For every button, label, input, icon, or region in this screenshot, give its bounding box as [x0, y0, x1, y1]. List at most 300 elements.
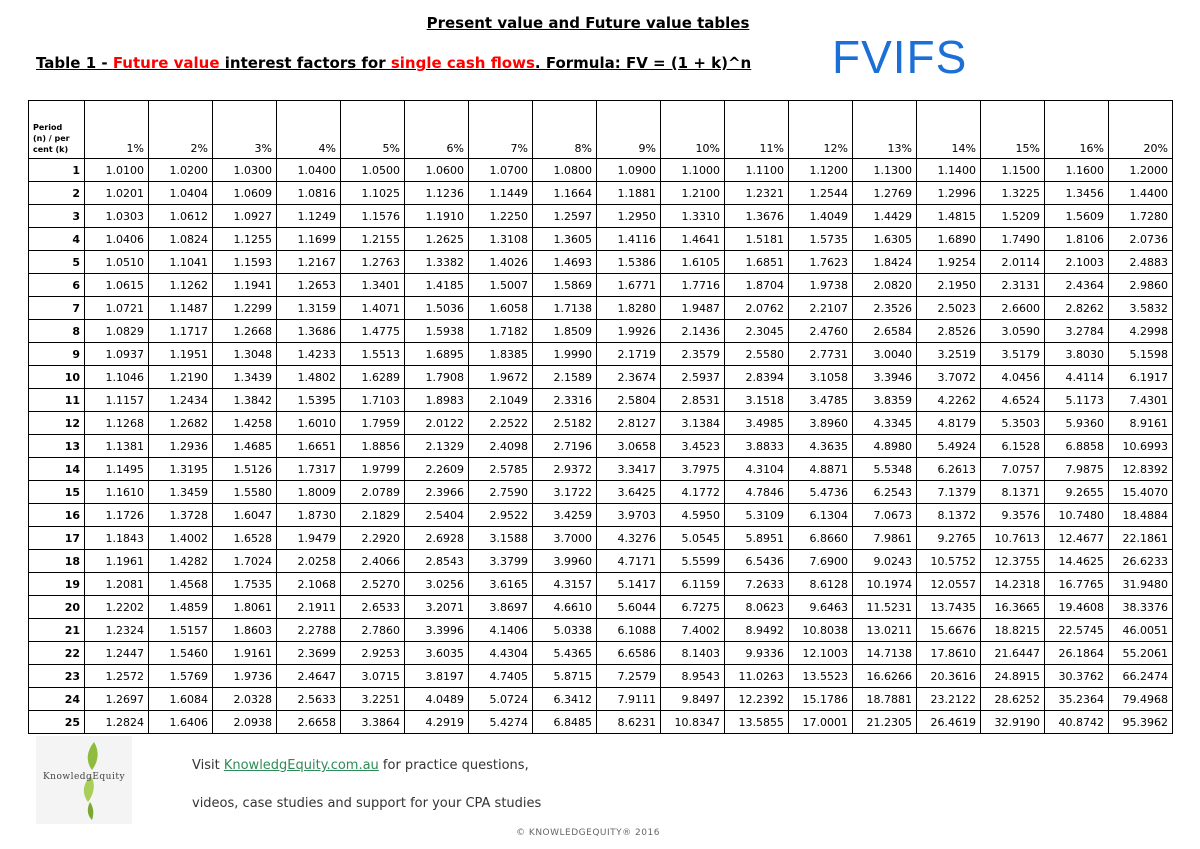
- factor-cell: 2.3699: [277, 642, 341, 665]
- factor-cell: 1.4258: [213, 412, 277, 435]
- period-cell: 8: [29, 320, 85, 343]
- factor-cell: 17.0001: [789, 711, 853, 734]
- factor-cell: 1.3195: [149, 458, 213, 481]
- factor-cell: 1.2682: [149, 412, 213, 435]
- factor-cell: 2.0122: [405, 412, 469, 435]
- factor-cell: 3.3864: [341, 711, 405, 734]
- period-cell: 2: [29, 182, 85, 205]
- factor-cell: 13.5523: [789, 665, 853, 688]
- factor-cell: 1.1726: [85, 504, 149, 527]
- factor-cell: 2.0114: [981, 251, 1045, 274]
- factor-cell: 1.0900: [597, 159, 661, 182]
- factor-cell: 4.2998: [1109, 320, 1173, 343]
- period-column-header: [29, 101, 85, 159]
- factor-cell: 8.6128: [789, 573, 853, 596]
- factor-cell: 2.9860: [1109, 274, 1173, 297]
- factor-cell: 2.0328: [213, 688, 277, 711]
- factor-cell: 3.8697: [469, 596, 533, 619]
- factor-cell: 2.7196: [533, 435, 597, 458]
- factor-cell: 1.7138: [533, 297, 597, 320]
- factor-cell: 1.1041: [149, 251, 213, 274]
- rate-column-header: 8%: [533, 101, 597, 159]
- period-cell: 20: [29, 596, 85, 619]
- factor-cell: 1.6058: [469, 297, 533, 320]
- factor-cell: 1.6010: [277, 412, 341, 435]
- factor-cell: 3.4785: [789, 389, 853, 412]
- table-row: [29, 297, 1173, 320]
- factor-cell: 55.2061: [1109, 642, 1173, 665]
- factor-cell: 2.5023: [917, 297, 981, 320]
- rate-column-header: 3%: [213, 101, 277, 159]
- factor-cell: 15.6676: [917, 619, 981, 642]
- factor-cell: 1.8061: [213, 596, 277, 619]
- factor-cell: 2.9253: [341, 642, 405, 665]
- factor-cell: 1.5209: [981, 205, 1045, 228]
- factor-cell: 1.8704: [725, 274, 789, 297]
- factor-cell: 1.7280: [1109, 205, 1173, 228]
- factor-cell: 1.9672: [469, 366, 533, 389]
- factor-cell: 10.8347: [661, 711, 725, 734]
- factor-cell: 1.3159: [277, 297, 341, 320]
- factor-cell: 2.3966: [405, 481, 469, 504]
- factor-cell: 6.3412: [533, 688, 597, 711]
- factor-cell: 1.1699: [277, 228, 341, 251]
- factor-cell: 2.5633: [277, 688, 341, 711]
- factor-cell: 1.6851: [725, 251, 789, 274]
- table-row: [29, 343, 1173, 366]
- factor-cell: 1.0500: [341, 159, 405, 182]
- factor-cell: 3.3417: [597, 458, 661, 481]
- factor-cell: 6.6586: [597, 642, 661, 665]
- factor-cell: 79.4968: [1109, 688, 1173, 711]
- factor-cell: 1.5580: [213, 481, 277, 504]
- factor-cell: 26.4619: [917, 711, 981, 734]
- factor-cell: 1.4802: [277, 366, 341, 389]
- factor-cell: 3.6035: [405, 642, 469, 665]
- factor-cell: 6.8858: [1045, 435, 1109, 458]
- factor-cell: 3.8833: [725, 435, 789, 458]
- factor-cell: 2.0938: [213, 711, 277, 734]
- factor-cell: 5.8715: [533, 665, 597, 688]
- factor-cell: 6.1304: [789, 504, 853, 527]
- factor-cell: 1.5609: [1045, 205, 1109, 228]
- factor-cell: 3.1384: [661, 412, 725, 435]
- factor-cell: 4.8871: [789, 458, 853, 481]
- table-row: [29, 642, 1173, 665]
- factor-cell: 13.7435: [917, 596, 981, 619]
- factor-cell: 3.0590: [981, 320, 1045, 343]
- factor-cell: 3.0715: [341, 665, 405, 688]
- factor-cell: 7.6900: [789, 550, 853, 573]
- factor-cell: 1.8983: [405, 389, 469, 412]
- factor-cell: 1.0510: [85, 251, 149, 274]
- factor-cell: 4.7846: [725, 481, 789, 504]
- period-cell: 10: [29, 366, 85, 389]
- rate-column-header: 5%: [341, 101, 405, 159]
- factor-cell: 1.1717: [149, 320, 213, 343]
- rate-column-header: 4%: [277, 101, 341, 159]
- factor-cell: 2.8127: [597, 412, 661, 435]
- factor-cell: 4.3276: [597, 527, 661, 550]
- factor-cell: 1.1487: [149, 297, 213, 320]
- factor-cell: 1.6289: [341, 366, 405, 389]
- table-body: [29, 159, 1173, 734]
- factor-cell: 4.2919: [405, 711, 469, 734]
- table-row: [29, 596, 1173, 619]
- factor-cell: 2.1829: [341, 504, 405, 527]
- factor-cell: 66.2474: [1109, 665, 1173, 688]
- factor-cell: 3.1058: [789, 366, 853, 389]
- factor-cell: 1.0721: [85, 297, 149, 320]
- factor-cell: 21.2305: [853, 711, 917, 734]
- factor-cell: 1.8730: [277, 504, 341, 527]
- factor-cell: 1.4002: [149, 527, 213, 550]
- factor-cell: 4.7171: [597, 550, 661, 573]
- factor-cell: 7.9875: [1045, 458, 1109, 481]
- factor-cell: 1.6305: [853, 228, 917, 251]
- factor-cell: 3.4259: [533, 504, 597, 527]
- factor-cell: 1.2299: [213, 297, 277, 320]
- factor-cell: 1.2447: [85, 642, 149, 665]
- factor-cell: 5.0724: [469, 688, 533, 711]
- factor-cell: 4.8179: [917, 412, 981, 435]
- table-row: [29, 458, 1173, 481]
- table-row: [29, 159, 1173, 182]
- factor-cell: 1.8385: [469, 343, 533, 366]
- factor-cell: 1.1910: [405, 205, 469, 228]
- factor-cell: 1.4641: [661, 228, 725, 251]
- factor-cell: 22.5745: [1045, 619, 1109, 642]
- factor-cell: 8.1371: [981, 481, 1045, 504]
- factor-cell: 1.2544: [789, 182, 853, 205]
- factor-cell: 1.5181: [725, 228, 789, 251]
- factor-cell: 2.8543: [405, 550, 469, 573]
- factor-cell: 1.1610: [85, 481, 149, 504]
- factor-cell: 1.6406: [149, 711, 213, 734]
- factor-cell: 2.8531: [661, 389, 725, 412]
- factor-cell: 1.7490: [981, 228, 1045, 251]
- factor-cell: 10.7613: [981, 527, 1045, 550]
- period-cell: 1: [29, 159, 85, 182]
- factor-cell: 7.2633: [725, 573, 789, 596]
- factor-cell: 3.6425: [597, 481, 661, 504]
- factor-cell: 9.3576: [981, 504, 1045, 527]
- factor-cell: 11.0263: [725, 665, 789, 688]
- factor-cell: 1.3605: [533, 228, 597, 251]
- factor-cell: 1.2250: [469, 205, 533, 228]
- factor-cell: 1.2625: [405, 228, 469, 251]
- factor-cell: 1.4282: [149, 550, 213, 573]
- factor-cell: 9.9336: [725, 642, 789, 665]
- factor-cell: 1.4116: [597, 228, 661, 251]
- factor-cell: 18.7881: [853, 688, 917, 711]
- factor-cell: 7.1379: [917, 481, 981, 504]
- factor-cell: 1.5869: [533, 274, 597, 297]
- factor-cell: 1.5386: [597, 251, 661, 274]
- factor-cell: 7.2579: [597, 665, 661, 688]
- rate-column-header: 13%: [853, 101, 917, 159]
- factor-cell: 1.5395: [277, 389, 341, 412]
- factor-cell: 1.5938: [405, 320, 469, 343]
- factor-cell: 1.1961: [85, 550, 149, 573]
- factor-cell: 1.1664: [533, 182, 597, 205]
- table-row: [29, 504, 1173, 527]
- factor-cell: 6.1159: [661, 573, 725, 596]
- period-cell: 12: [29, 412, 85, 435]
- factor-cell: 2.5804: [597, 389, 661, 412]
- factor-cell: 2.1911: [277, 596, 341, 619]
- factor-cell: 1.4429: [853, 205, 917, 228]
- factor-cell: 2.2788: [277, 619, 341, 642]
- factor-cell: 4.2262: [917, 389, 981, 412]
- factor-cell: 1.6084: [149, 688, 213, 711]
- factor-cell: 1.2936: [149, 435, 213, 458]
- factor-cell: 1.4071: [341, 297, 405, 320]
- period-cell: 21: [29, 619, 85, 642]
- factor-cell: 4.3104: [725, 458, 789, 481]
- factor-cell: 15.1786: [789, 688, 853, 711]
- factor-cell: 1.6895: [405, 343, 469, 366]
- factor-cell: 5.0338: [533, 619, 597, 642]
- factor-cell: 4.8980: [853, 435, 917, 458]
- factor-cell: 6.8485: [533, 711, 597, 734]
- factor-cell: 1.3439: [213, 366, 277, 389]
- factor-cell: 1.1843: [85, 527, 149, 550]
- factor-cell: 1.0824: [149, 228, 213, 251]
- factor-cell: 2.8526: [917, 320, 981, 343]
- factor-cell: 3.1518: [725, 389, 789, 412]
- table-row: [29, 573, 1173, 596]
- factor-cell: 3.8197: [405, 665, 469, 688]
- factor-cell: 1.4568: [149, 573, 213, 596]
- period-cell: 14: [29, 458, 85, 481]
- factor-cell: 1.2167: [277, 251, 341, 274]
- factor-cell: 2.6600: [981, 297, 1045, 320]
- factor-cell: 1.6528: [213, 527, 277, 550]
- factor-cell: 2.9372: [533, 458, 597, 481]
- factor-cell: 1.7317: [277, 458, 341, 481]
- factor-cell: 1.2434: [149, 389, 213, 412]
- factor-cell: 3.3946: [853, 366, 917, 389]
- factor-cell: 7.9111: [597, 688, 661, 711]
- factor-cell: 2.0736: [1109, 228, 1173, 251]
- knowledgequity-link[interactable]: KnowledgEquity.com.au: [223, 758, 379, 773]
- table-row: [29, 481, 1173, 504]
- factor-cell: 10.7480: [1045, 504, 1109, 527]
- factor-cell: 6.2613: [917, 458, 981, 481]
- factor-cell: 3.2071: [405, 596, 469, 619]
- factor-cell: 31.9480: [1109, 573, 1173, 596]
- table-row: [29, 412, 1173, 435]
- factor-cell: 16.7765: [1045, 573, 1109, 596]
- factor-cell: 1.5126: [213, 458, 277, 481]
- factor-cell: 5.4736: [789, 481, 853, 504]
- factor-cell: 2.0258: [277, 550, 341, 573]
- factor-cell: 11.5231: [853, 596, 917, 619]
- factor-cell: 3.6165: [469, 573, 533, 596]
- factor-cell: 2.2522: [469, 412, 533, 435]
- factor-cell: 23.2122: [917, 688, 981, 711]
- factor-cell: 5.5348: [853, 458, 917, 481]
- factor-cell: 5.3109: [725, 504, 789, 527]
- factor-cell: 1.7024: [213, 550, 277, 573]
- factor-cell: 1.0406: [85, 228, 149, 251]
- factor-cell: 1.3310: [661, 205, 725, 228]
- factor-cell: 18.8215: [981, 619, 1045, 642]
- factor-cell: 1.1381: [85, 435, 149, 458]
- factor-cell: 2.0789: [341, 481, 405, 504]
- factor-cell: 3.9703: [597, 504, 661, 527]
- factor-cell: 1.2155: [341, 228, 405, 251]
- factor-cell: 4.5950: [661, 504, 725, 527]
- factor-cell: 12.0557: [917, 573, 981, 596]
- period-cell: 25: [29, 711, 85, 734]
- factor-cell: 1.4859: [149, 596, 213, 619]
- factor-cell: 16.3665: [981, 596, 1045, 619]
- period-header-line: Period: [33, 123, 63, 132]
- rate-column-header: 1%: [85, 101, 149, 159]
- factor-cell: 3.4523: [661, 435, 725, 458]
- factor-cell: 2.1719: [597, 343, 661, 366]
- period-cell: 4: [29, 228, 85, 251]
- factor-cell: 5.6044: [597, 596, 661, 619]
- factor-cell: 5.9360: [1045, 412, 1109, 435]
- factor-cell: 1.9487: [661, 297, 725, 320]
- rate-column-header: 6%: [405, 101, 469, 159]
- factor-cell: 1.0700: [469, 159, 533, 182]
- factor-cell: 1.8856: [341, 435, 405, 458]
- table-row: [29, 435, 1173, 458]
- factor-cell: 1.5513: [341, 343, 405, 366]
- factor-cell: 2.1589: [533, 366, 597, 389]
- factor-cell: 8.1403: [661, 642, 725, 665]
- factor-cell: 46.0051: [1109, 619, 1173, 642]
- factor-cell: 1.1000: [661, 159, 725, 182]
- factor-cell: 1.3728: [149, 504, 213, 527]
- factor-cell: 1.7908: [405, 366, 469, 389]
- factor-cell: 1.2824: [85, 711, 149, 734]
- factor-cell: 5.5599: [661, 550, 725, 573]
- factor-cell: 2.1950: [917, 274, 981, 297]
- factor-cell: 1.9799: [341, 458, 405, 481]
- factor-cell: 14.4625: [1045, 550, 1109, 573]
- factor-cell: 4.6610: [533, 596, 597, 619]
- factor-cell: 1.1600: [1045, 159, 1109, 182]
- factor-cell: 1.1951: [149, 343, 213, 366]
- rate-column-header: 2%: [149, 101, 213, 159]
- factor-cell: 1.2668: [213, 320, 277, 343]
- factor-cell: 3.9960: [533, 550, 597, 573]
- factor-cell: 1.2202: [85, 596, 149, 619]
- factor-cell: 3.8030: [1045, 343, 1109, 366]
- factor-cell: 7.4301: [1109, 389, 1173, 412]
- period-cell: 18: [29, 550, 85, 573]
- factor-cell: 9.0243: [853, 550, 917, 573]
- factor-cell: 12.1003: [789, 642, 853, 665]
- table-row: [29, 619, 1173, 642]
- factor-cell: 2.4098: [469, 435, 533, 458]
- factor-cell: 1.3676: [725, 205, 789, 228]
- factor-cell: 8.9543: [661, 665, 725, 688]
- factor-cell: 1.1236: [405, 182, 469, 205]
- table-row: [29, 550, 1173, 573]
- factor-cell: 1.6890: [917, 228, 981, 251]
- factor-cell: 5.1173: [1045, 389, 1109, 412]
- factor-cell: 8.0623: [725, 596, 789, 619]
- factor-cell: 2.5270: [341, 573, 405, 596]
- factor-cell: 13.5855: [725, 711, 789, 734]
- factor-cell: 1.7103: [341, 389, 405, 412]
- factor-cell: 2.4364: [1045, 274, 1109, 297]
- factor-cell: 3.7000: [533, 527, 597, 550]
- factor-cell: 3.8960: [789, 412, 853, 435]
- factor-cell: 1.6651: [277, 435, 341, 458]
- factor-cell: 1.2081: [85, 573, 149, 596]
- factor-cell: 2.4760: [789, 320, 853, 343]
- rate-column-header: 12%: [789, 101, 853, 159]
- factor-cell: 1.2697: [85, 688, 149, 711]
- rate-column-header: 15%: [981, 101, 1045, 159]
- table-row: [29, 251, 1173, 274]
- factor-cell: 19.4608: [1045, 596, 1109, 619]
- factor-cell: 3.5179: [981, 343, 1045, 366]
- factor-cell: 2.2609: [405, 458, 469, 481]
- factor-cell: 2.1068: [277, 573, 341, 596]
- factor-cell: 4.1772: [661, 481, 725, 504]
- period-cell: 17: [29, 527, 85, 550]
- factor-cell: 24.8915: [981, 665, 1045, 688]
- factor-cell: 28.6252: [981, 688, 1045, 711]
- factor-cell: 2.6928: [405, 527, 469, 550]
- factor-cell: 3.2251: [341, 688, 405, 711]
- factor-cell: 1.1449: [469, 182, 533, 205]
- factor-cell: 1.2190: [149, 366, 213, 389]
- factor-cell: 2.9522: [469, 504, 533, 527]
- factor-cell: 3.7975: [661, 458, 725, 481]
- factor-cell: 2.4647: [277, 665, 341, 688]
- factor-cell: 4.3345: [853, 412, 917, 435]
- factor-cell: 35.2364: [1045, 688, 1109, 711]
- factor-cell: 3.3996: [405, 619, 469, 642]
- factor-cell: 1.1500: [981, 159, 1045, 182]
- factor-cell: 1.4815: [917, 205, 981, 228]
- factor-cell: 1.5157: [149, 619, 213, 642]
- factor-cell: 1.0300: [213, 159, 277, 182]
- factor-cell: 1.3401: [341, 274, 405, 297]
- factor-cell: 38.3376: [1109, 596, 1173, 619]
- factor-cell: 2.1049: [469, 389, 533, 412]
- factor-cell: 4.1406: [469, 619, 533, 642]
- period-cell: 23: [29, 665, 85, 688]
- factor-cell: 1.9254: [917, 251, 981, 274]
- factor-cell: 2.3316: [533, 389, 597, 412]
- factor-cell: 1.2597: [533, 205, 597, 228]
- table-row: [29, 688, 1173, 711]
- heading-mid-text: interest factors for: [219, 54, 391, 72]
- factor-cell: 10.1974: [853, 573, 917, 596]
- factor-cell: 3.0256: [405, 573, 469, 596]
- factor-cell: 2.4883: [1109, 251, 1173, 274]
- factor-cell: 14.7138: [853, 642, 917, 665]
- fvifs-badge: FVIFS: [832, 31, 968, 83]
- rate-column-header: 16%: [1045, 101, 1109, 159]
- factor-cell: 1.6047: [213, 504, 277, 527]
- factor-cell: 1.1200: [789, 159, 853, 182]
- factor-cell: 1.0400: [277, 159, 341, 182]
- factor-cell: 3.4985: [725, 412, 789, 435]
- factor-cell: 10.5752: [917, 550, 981, 573]
- factor-cell: 1.1495: [85, 458, 149, 481]
